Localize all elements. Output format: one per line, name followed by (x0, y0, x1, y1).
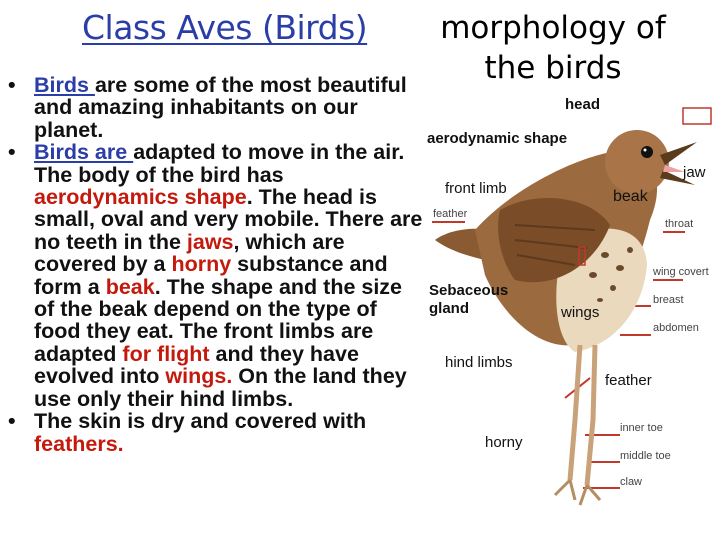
text-run: . The head is small, oval and very mobile. There are no teeth in the (34, 185, 423, 254)
text-run: , which are covered by a (34, 229, 345, 277)
bullet-item (8, 410, 428, 455)
label-wings: wings (561, 304, 600, 321)
label-hind-limbs: hind limbs (445, 354, 513, 371)
label-sebaceous-gland: Sebaceous gland (429, 282, 509, 317)
key-term: beak (105, 274, 155, 299)
label-aerodynamic-shape: aerodynamic shape (427, 130, 568, 147)
key-term: horny (171, 252, 232, 277)
bullet-text (34, 74, 428, 141)
bullet-list (8, 74, 428, 455)
key-term: aerodynamics shape (34, 185, 247, 210)
label-horny: horny (485, 434, 523, 451)
key-term: jaws (186, 229, 234, 254)
key-term: wings. (165, 364, 233, 389)
photo-label-breast: breast (653, 294, 684, 306)
key-term: feathers. (34, 431, 124, 456)
text-run: substance and form a (34, 252, 388, 299)
bullet-dot: • (8, 140, 16, 165)
text-run: adapted to move in the air. The body of the bird has (34, 140, 405, 187)
photo-label-middle-toe: middle toe (620, 450, 671, 462)
highlight-term: Birds (34, 73, 95, 97)
text-run: . The shape and the size of the beak depend on the type of food they eat. The front limbs are adapted (34, 274, 403, 366)
photo-label-feather: feather (433, 208, 468, 220)
label-front-limb: front limb (445, 180, 507, 197)
bullet-dot: • (8, 409, 16, 434)
slide-title: Class Aves (Birds) (82, 8, 368, 47)
bullet-item (8, 141, 428, 410)
bullet-dot: • (8, 73, 16, 97)
label-feather: feather (605, 372, 652, 389)
label-head: head (565, 96, 601, 113)
key-term: for flight (122, 341, 210, 366)
highlight-term: Birds are (34, 140, 134, 165)
bullet-text (34, 410, 428, 455)
photo-label-wing-covert: wing covert (653, 266, 709, 278)
label-jaw: jaw (683, 164, 706, 181)
bird-figure (415, 90, 720, 540)
text-run: On the land they use only their hind limbs. (34, 364, 407, 411)
text-run: and they have evolved into (34, 341, 359, 389)
text-run: The skin is dry and covered with (34, 409, 367, 434)
slide-subtitle: morphology of the birds (440, 10, 666, 86)
photo-label-abdomen: abdomen (653, 322, 699, 334)
label-beak: beak (613, 188, 648, 205)
bullet-text (34, 141, 428, 410)
bullet-item (8, 74, 428, 141)
photo-label-claw: claw (620, 476, 643, 488)
text-run: are some of the most beautiful and amazing inhabitants on our planet. (34, 73, 407, 142)
photo-label-inner-toe: inner toe (620, 422, 663, 434)
photo-label-throat: throat (665, 218, 694, 230)
